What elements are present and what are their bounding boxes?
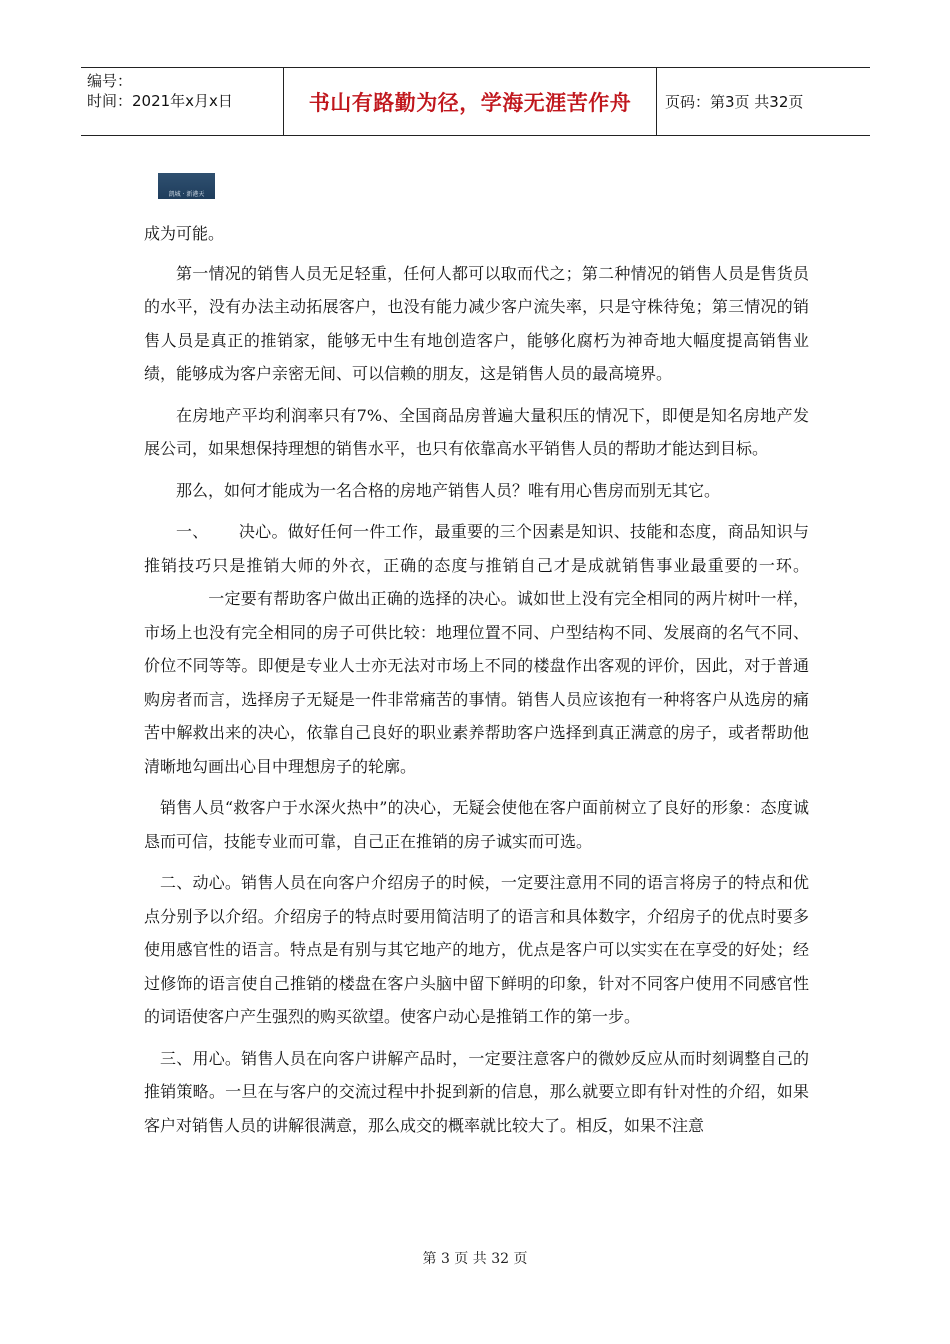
page-footer: 第 3 页 共 32 页: [422, 1251, 528, 1267]
paragraph: 二、动心。销售人员在向客户介绍房子的时候，一定要注意用不同的语言将房子的特点和优点分别予以介绍。介绍房子的特点时要用简洁明了的语言和具体数字，介绍房子的优点时要多使用感官性的语言。特点是有别与其它地产的地方，优点是客户可以实实在在享受的好处；经过修饰的语言使自己推销的楼盘在客户头脑中留下鲜明的印象，针对不同客户使用不同感官性的词语使客户产生强烈的购买欲望。使客户动心是推销工作的第一步。: [144, 873, 809, 1026]
paragraph: 成为可能。: [144, 224, 225, 243]
document-body: [144, 217, 809, 1150]
company-logo: [158, 173, 215, 199]
header-motto-cell: [284, 68, 657, 135]
header-page-cell: [657, 68, 870, 135]
logo-text: 凯城 · 新港天: [168, 191, 205, 198]
section-number: 一、: [176, 522, 209, 541]
page-label: 页码：第3页 共32页: [665, 93, 804, 111]
paragraph: 那么，如何才能成为一名合格的房地产销售人员？唯有用心售房而别无其它。: [176, 480, 721, 500]
number-label: 编号：: [87, 72, 133, 90]
paragraph: 在房地产平均利润率只有7%、全国商品房普遍大量积压的情况下，即便是知名房地产发展公司，如果想保持理想的销售水平，也只有依靠高水平销售人员的帮助才能达到目标。: [144, 405, 809, 458]
paragraph: 销售人员“救客户于水深火热中”的决心，无疑会使他在客户面前树立了良好的形象：态度诚恳而可信，技能专业而可靠，自己正在推销的房子诚实而可选。: [144, 798, 809, 851]
paragraph-section-one: [144, 515, 809, 783]
paragraph: 三、用心。销售人员在向客户讲解产品时，一定要注意客户的微妙反应从而时刻调整自己的推销策略。一旦在与客户的交流过程中扑捉到新的信息，那么就要立即有针对性的介绍，如果客户对销售人员的讲解很满意，那么成交的概率就比较大了。相反，如果不注意: [144, 1048, 809, 1135]
document-header: [81, 67, 870, 136]
motto-text: 书山有路勤为径，学海无涯苦作舟: [308, 90, 632, 115]
section-text-continued: 一定要有帮助客户做出正确的选择的决心。诚如世上没有完全相同的两片树叶一样，市场上也没有完全相同的房子可供比较：地理位置不同、户型结构不同、发展商的名气不同、价位不同等等。即便是专业人士亦无法对市场上不同的楼盘作出客观的评价，因此，对于普通购房者而言，选择房子无疑是一件非常痛苦的事情。销售人员应该抱有一种将客户从选房的痛苦中解救出来的决心，依靠自己良好的职业素养帮助客户选择到真正满意的房子，或者帮助他清晰地勾画出心目中理想房子的轮廓。: [144, 589, 809, 776]
paragraph: 第一情况的销售人员无足轻重，任何人都可以取而代之；第二种情况的销售人员是售货员的水平，没有办法主动拓展客户，也没有能力减少客户流失率，只是守株待兔；第三情况的销售人员是真正的推销家，能够无中生有地创造客户，能够化腐朽为神奇地大幅度提高销售业绩，能够成为客户亲密无间、可以信赖的朋友，这是销售人员的最高境界。: [144, 263, 809, 383]
time-label: 时间：2021年x月x日: [87, 92, 233, 110]
section-text: 决心。做好任何一件工作，最重要的三个因素是知识、技能和态度，商品知识与推销技巧只是推销大师的外衣，正确的态度与推销自己才是成就销售事业最重要的一环。: [144, 522, 809, 575]
header-meta-cell: [81, 68, 284, 135]
